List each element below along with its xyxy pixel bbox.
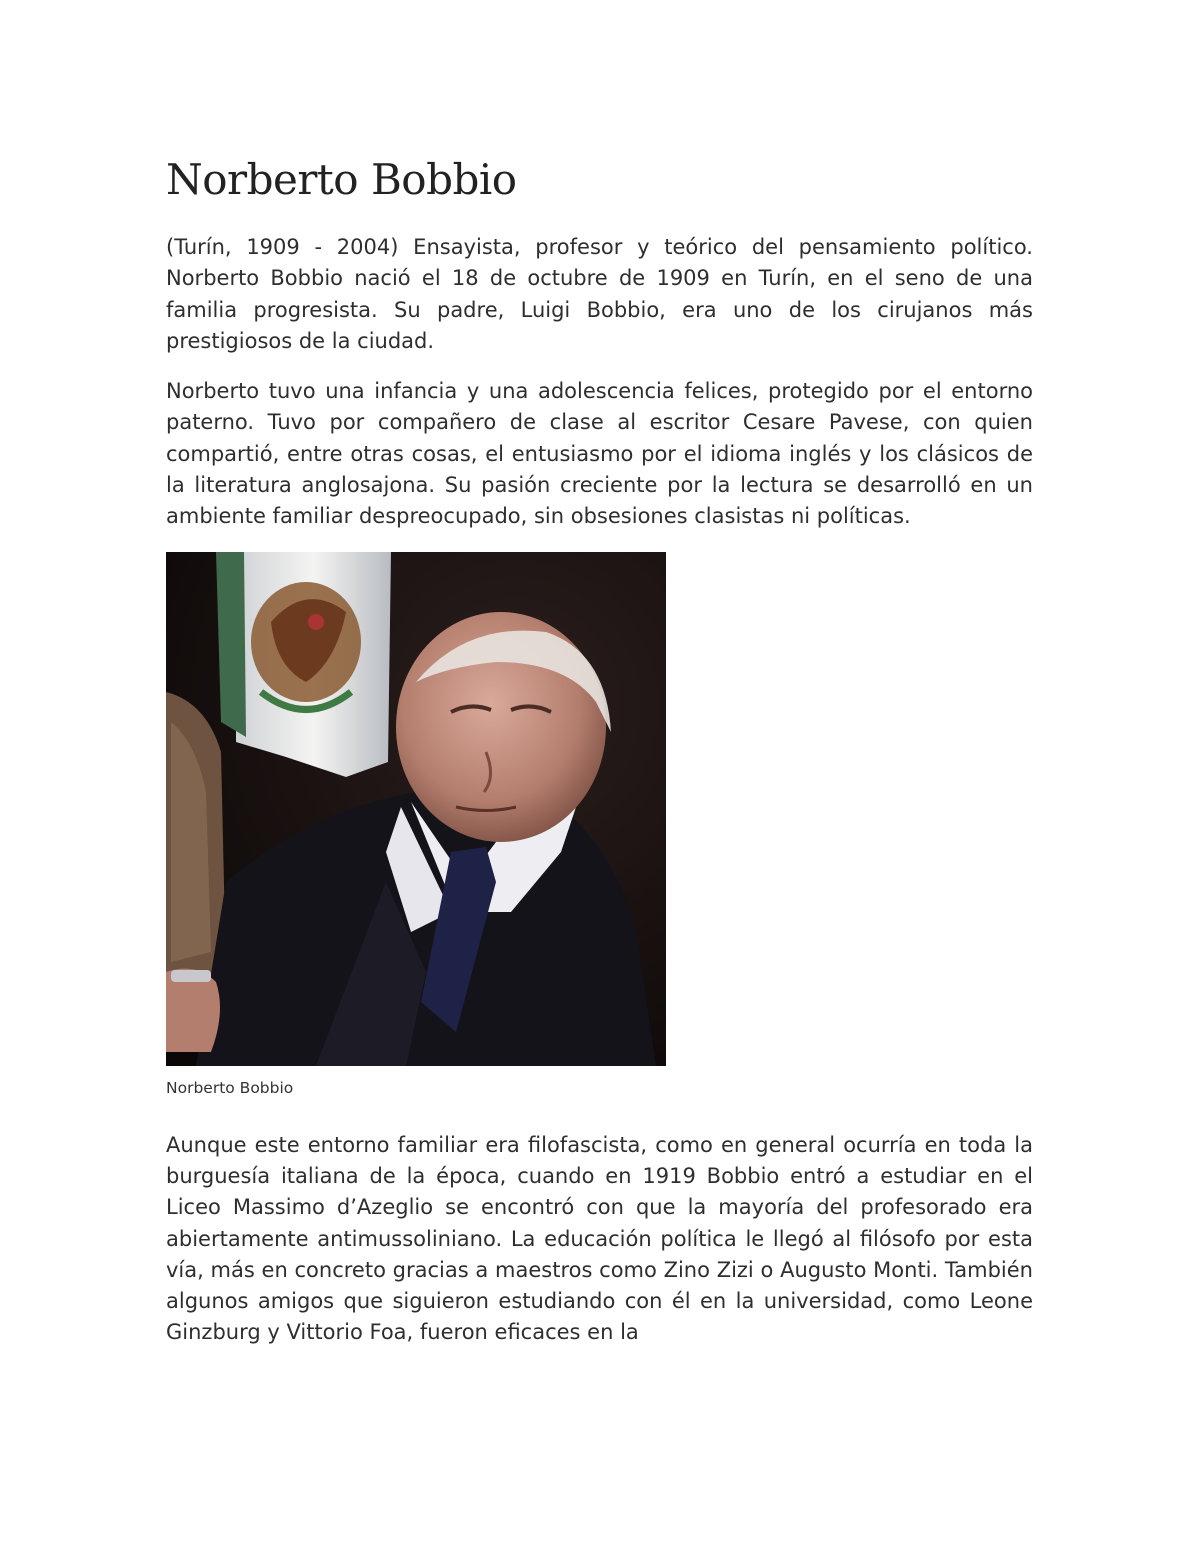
paragraph-intro: (Turín, 1909 - 2004) Ensayista, profesor y teórico del pensamiento político. Norberto Bobbio nació el 18 de octubre de 1909 en Turín, en el seno de una familia progresista. Su padre, Luigi Bobbio, era uno de los cirujanos más prestigiosos de la ciudad. (166, 235, 1033, 353)
article-title: Norberto Bobbio (166, 155, 517, 204)
paragraph-education: Aunque este entorno familiar era filofascista, como en general ocurría en toda la burguesía italiana de la época, cuando en 1919 Bobbio entró a estudiar en el Liceo Massimo d’Azeglio se encontró con que la mayoría del profesorado era abiertamente antimussoliniano. La educación política le llegó al filósofo por esta vía, más en concreto gracias a maestros como Zino Zizi o Augusto Monti. También algunos amigos que siguieron estudiando con él en la universidad, como Leone Ginzburg y Vittorio Foa, fueron eficaces en la (166, 1132, 1033, 1345)
paragraph-childhood: Norberto tuvo una infancia y una adolescencia felices, protegido por el entorno paterno. Tuvo por compañero de clase al escritor Cesare Pavese, con quien compartió, entre otras cosas, el entusiasmo por el idioma inglés y los clásicos de la literatura anglosajona. Su pasión creciente por la lectura se desarrolló en un ambiente familiar despreocupado, sin obsesiones clasistas ni políticas. (166, 379, 1033, 529)
document-page (166, 150, 1033, 1368)
photo-caption: Norberto Bobbio (166, 1078, 294, 1097)
portrait-photo (166, 552, 666, 1066)
